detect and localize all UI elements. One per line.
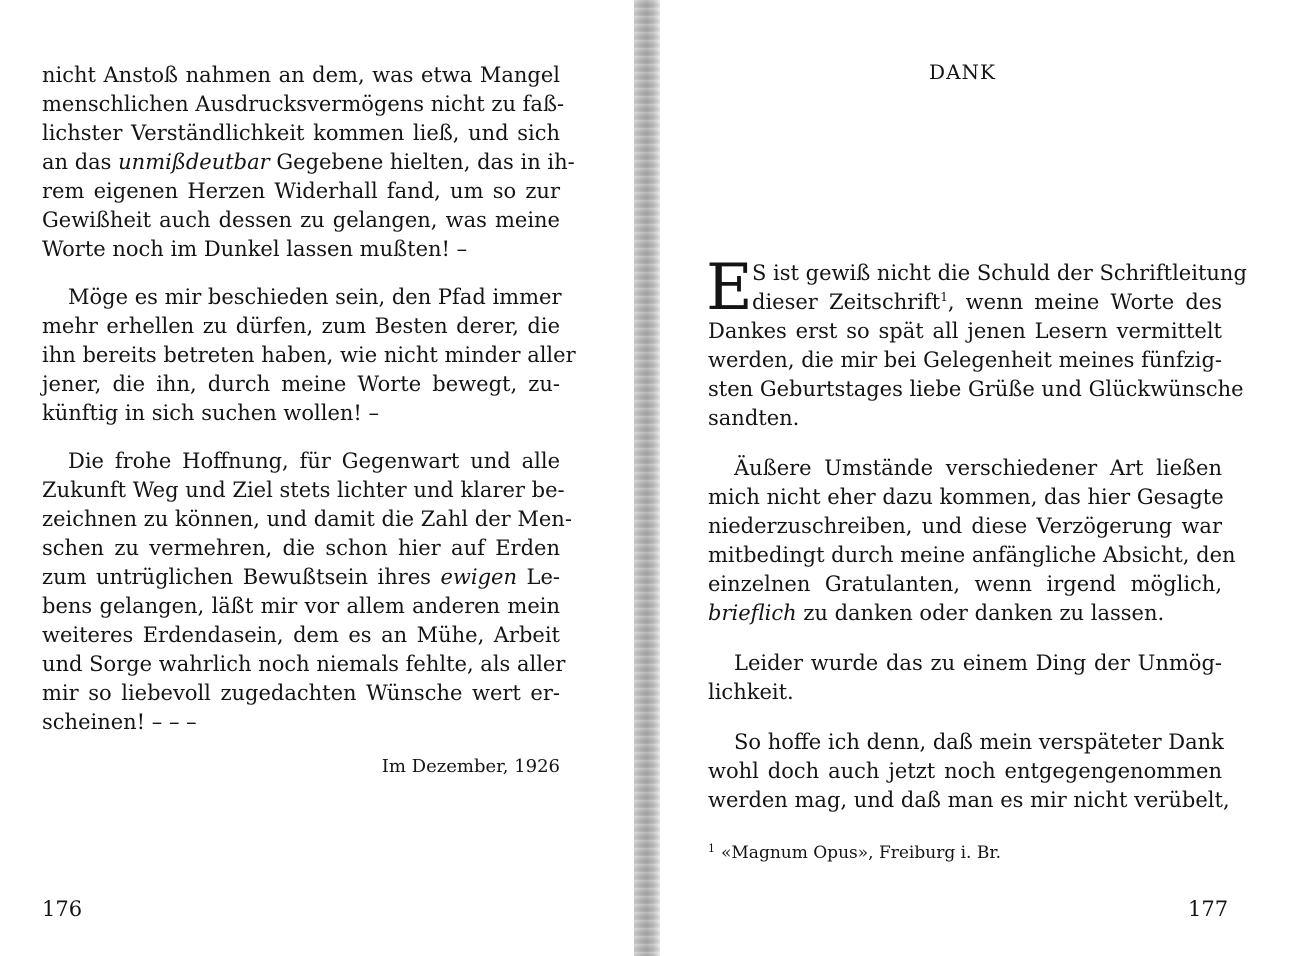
text-line: werden mag, und daß man es mir nicht verübelt, (708, 788, 1230, 812)
text-line: sandten. (708, 406, 800, 430)
drop-cap: E (706, 251, 753, 325)
paragraph-1 (706, 251, 1247, 433)
page-number-right: 177 (1188, 897, 1229, 921)
text-line: mehr erhellen zu dürfen, zum Besten derer, die (42, 314, 560, 338)
page-title: DANK (929, 60, 996, 84)
left-page (0, 0, 634, 956)
text-line: nicht Anstoß nahmen an dem, was etwa Mangel (42, 63, 560, 87)
text-line: Worte noch im Dunkel lassen mußten! – (42, 237, 468, 261)
text-line: sten Geburtstages liebe Grüße und Glückwünsche (708, 377, 1244, 401)
text-line: zum untrüglichen Bewußtsein ihres ewigen Le- (42, 565, 560, 589)
text-line: an das unmißdeutbar Gegebene hielten, das in ih- (42, 150, 575, 174)
text-line: mir so liebevoll zugedachten Wünsche wert er- (42, 681, 560, 705)
paragraph-2 (42, 283, 576, 428)
text-line: brieflich zu danken oder danken zu lassen. (708, 601, 1165, 625)
text-line: Zukunft Weg und Ziel stets lichter und klarer be- (42, 478, 565, 502)
text-line: So hoffe ich denn, daß mein verspäteter Dank (734, 730, 1224, 754)
text-line: scheinen! – – – (42, 710, 197, 734)
text-line: ihn bereits betreten haben, wie nicht minder aller (42, 343, 576, 367)
text-line: einzelnen Gratulanten, wenn irgend möglich, (708, 572, 1222, 596)
book-spine-gutter (634, 0, 660, 956)
text-line: Gewißheit auch dessen zu gelangen, was meine (42, 208, 560, 232)
text-line: und Sorge wahrlich noch niemals fehlte, als aller (42, 652, 566, 676)
right-text-block (706, 251, 1247, 815)
paragraph-4 (708, 728, 1230, 815)
text-line: Äußere Umstände verschiedener Art ließen (734, 456, 1222, 480)
paragraph-3 (708, 649, 1222, 707)
paragraph-1 (42, 61, 575, 264)
text-line: weiteres Erdendasein, dem es an Mühe, Arbeit (42, 623, 560, 647)
text-line: menschlichen Ausdrucksvermögens nicht zu faß- (42, 92, 565, 116)
text-line: mitbedingt durch meine anfängliche Absicht, den (708, 543, 1236, 567)
text-line: Die frohe Hoffnung, für Gegenwart und alle (68, 449, 560, 473)
footnote (708, 842, 1001, 863)
footnote-text: «Magnum Opus», Freiburg i. Br. (721, 843, 1002, 863)
text-line: wohl doch auch jetzt noch entgegengenommen (708, 759, 1222, 783)
text-line: rem eigenen Herzen Widerhall fand, um so zur (42, 179, 560, 203)
text-line: Möge es mir beschieden sein, den Pfad immer (68, 285, 562, 309)
left-text-block (42, 61, 576, 781)
text-line: künftig in sich suchen wollen! – (42, 401, 380, 425)
footnote-marker: 1 (708, 842, 715, 855)
text-line: schen zu vermehren, die schon hier auf Erden (42, 536, 560, 560)
text-line: niederzuschreiben, und diese Verzögerung war (708, 514, 1222, 538)
paragraph-3 (42, 447, 572, 737)
text-line: mich nicht eher dazu kommen, das hier Gesagte (708, 485, 1224, 509)
text-line: jener, die ihn, durch meine Worte bewegt, zu- (42, 372, 560, 396)
date-line: Im Dezember, 1926 (381, 756, 560, 777)
text-line: werden, die mir bei Gelegenheit meines fünfzig- (708, 348, 1222, 372)
page-number-left: 176 (42, 897, 83, 921)
right-page (660, 0, 1300, 956)
text-line: Dankes erst so spät all jenen Lesern vermittelt (708, 319, 1222, 343)
text-line: bens gelangen, läßt mir vor allem anderen mein (42, 594, 560, 618)
paragraph-2 (708, 454, 1236, 628)
text-line: zeichnen zu können, und damit die Zahl der Men- (42, 507, 572, 531)
text-line: S ist gewiß nicht die Schuld der Schriftleitung (752, 261, 1247, 285)
text-line: Leider wurde das zu einem Ding der Unmög- (734, 651, 1222, 675)
text-line: lichkeit. (708, 680, 794, 704)
text-line: lichster Verständlichkeit kommen ließ, und sich (42, 121, 560, 145)
text-line: dieser Zeitschrift$^1$, wenn meine Worte des (752, 290, 1222, 314)
